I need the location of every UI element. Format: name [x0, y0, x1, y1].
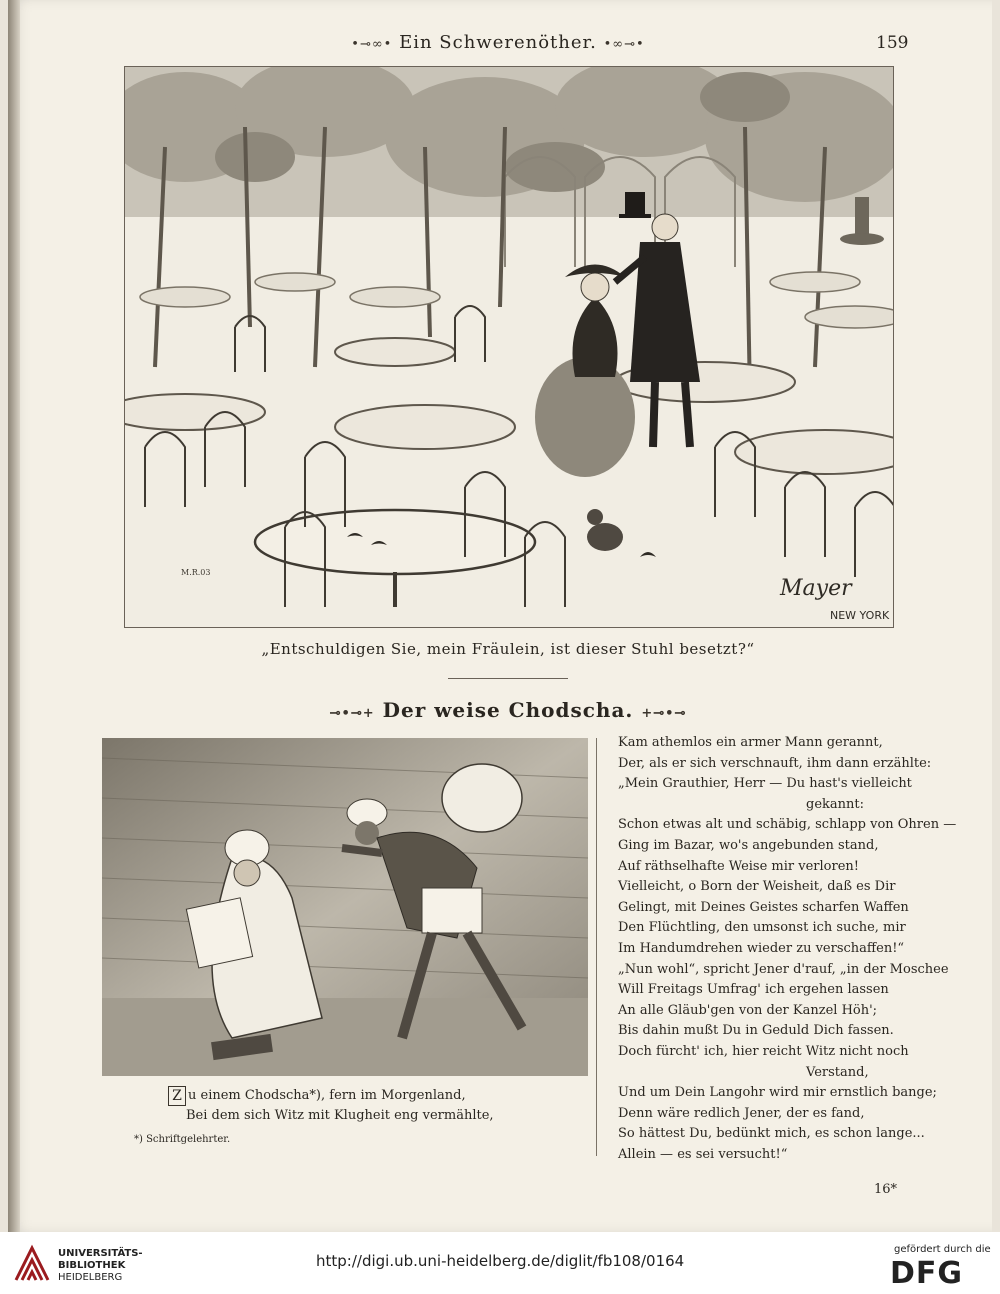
funded-by-label: gefördert durch die: [894, 1244, 991, 1255]
page-gutter: [8, 0, 20, 1232]
footnote: *) Schriftgelehrter.: [134, 1134, 231, 1145]
poem-right-line: Der, als er sich verschnauft, ihm dann erzählte:: [618, 755, 932, 771]
chodscha-illustration: [102, 738, 588, 1076]
section-title: Der weise Chodscha.: [382, 698, 634, 722]
poem-right-line: Ging im Bazar, wo's angebunden stand,: [618, 837, 879, 853]
poem-right-line: Allein — es sei versucht!“: [618, 1146, 788, 1162]
institution-line-2: BIBLIOTHEK: [58, 1260, 126, 1271]
poem-right-line: Den Flüchtling, den umsonst ich suche, mir: [618, 920, 906, 936]
chodscha-drawing: [102, 738, 588, 1076]
university-logo[interactable]: [12, 1240, 52, 1290]
poem-right-line: Verstand,: [806, 1064, 869, 1080]
column-divider: [596, 738, 597, 1156]
poem-line-2: Bei dem sich Witz mit Klugheit eng vermählte,: [186, 1108, 494, 1123]
book-page: [8, 0, 992, 1232]
poem-line-1-text: u einem Chodscha*), fern im Morgenland,: [188, 1088, 466, 1103]
dfg-logo[interactable]: DFG: [890, 1256, 964, 1291]
poem-right-line: Schon etwas alt und schäbig, schlapp von Ohren —: [618, 817, 957, 833]
poem-opening: [168, 1086, 588, 1125]
poem-right-line: „Nun wohl“, spricht Jener d'rauf, „in der Moschee: [618, 961, 949, 977]
running-header: [348, 32, 648, 53]
artist-location: NEW YORK: [830, 609, 890, 622]
poem-right-line: „Mein Grauthier, Herr — Du hast's vielleicht: [618, 776, 912, 792]
library-seal-icon: [12, 1240, 52, 1286]
section-ornament-left: ⊸•⊸+: [329, 706, 375, 721]
university-name[interactable]: [58, 1248, 143, 1284]
poem-right-line: Auf räthselhafte Weise mir verloren!: [618, 858, 859, 874]
running-title: Ein Schwerenöther.: [399, 32, 597, 53]
viewer-footer: [0, 1232, 1000, 1294]
header-ornament-left: •⊸∞•: [351, 37, 393, 52]
signature-mark: 16*: [874, 1182, 898, 1197]
section-rule: [448, 678, 568, 679]
cafe-garden-drawing: [125, 67, 893, 627]
poem-right-line: gekannt:: [806, 796, 864, 812]
artist-signature: Mayer: [780, 576, 852, 601]
poem-right-line: Will Freitags Umfrag' ich ergehen lassen: [618, 982, 889, 998]
poem-continuation: [618, 733, 957, 1165]
header-ornament-right: •∞⊸•: [603, 37, 645, 52]
cafe-garden-illustration: [124, 66, 894, 628]
poem-right-line: Denn wäre redlich Jener, der es fand,: [618, 1105, 865, 1121]
poem-right-line: Bis dahin mußt Du in Geduld Dich fassen.: [618, 1023, 894, 1039]
poem-right-line: Im Handumdrehen wieder zu verschaffen!“: [618, 940, 905, 956]
signature-left: M.R.03: [181, 568, 211, 577]
poem-right-line: Doch fürcht' ich, hier reicht Witz nicht noch: [618, 1043, 909, 1059]
poem-right-line: Vielleicht, o Born der Weisheit, daß es Dir: [618, 879, 896, 895]
page-number: 159: [876, 33, 909, 53]
section-heading: [308, 698, 708, 722]
poem-line-1: [168, 1086, 588, 1106]
section-ornament-right: +⊸•⊸: [641, 706, 687, 721]
institution-line-3: HEIDELBERG: [58, 1272, 123, 1283]
poem-right-line: Und um Dein Langohr wird mir ernstlich bange;: [618, 1085, 937, 1101]
institution-line-1: UNIVERSITÄTS-: [58, 1248, 143, 1259]
poem-right-line: Kam athemlos ein armer Mann gerannt,: [618, 735, 883, 750]
poem-right-line: An alle Gläub'gen von der Kanzel Höh';: [618, 1002, 878, 1018]
poem-right-line: So hättest Du, bedünkt mich, es schon lange...: [618, 1126, 925, 1142]
permalink-url[interactable]: http://digi.ub.uni-heidelberg.de/diglit/fb108/0164: [316, 1252, 685, 1270]
dropcap-letter: Z: [168, 1086, 186, 1106]
poem-right-line: Gelingt, mit Deines Geistes scharfen Waffen: [618, 899, 909, 915]
illustration-caption: „Entschuldigen Sie, mein Fräulein, ist dieser Stuhl besetzt?“: [261, 640, 755, 658]
